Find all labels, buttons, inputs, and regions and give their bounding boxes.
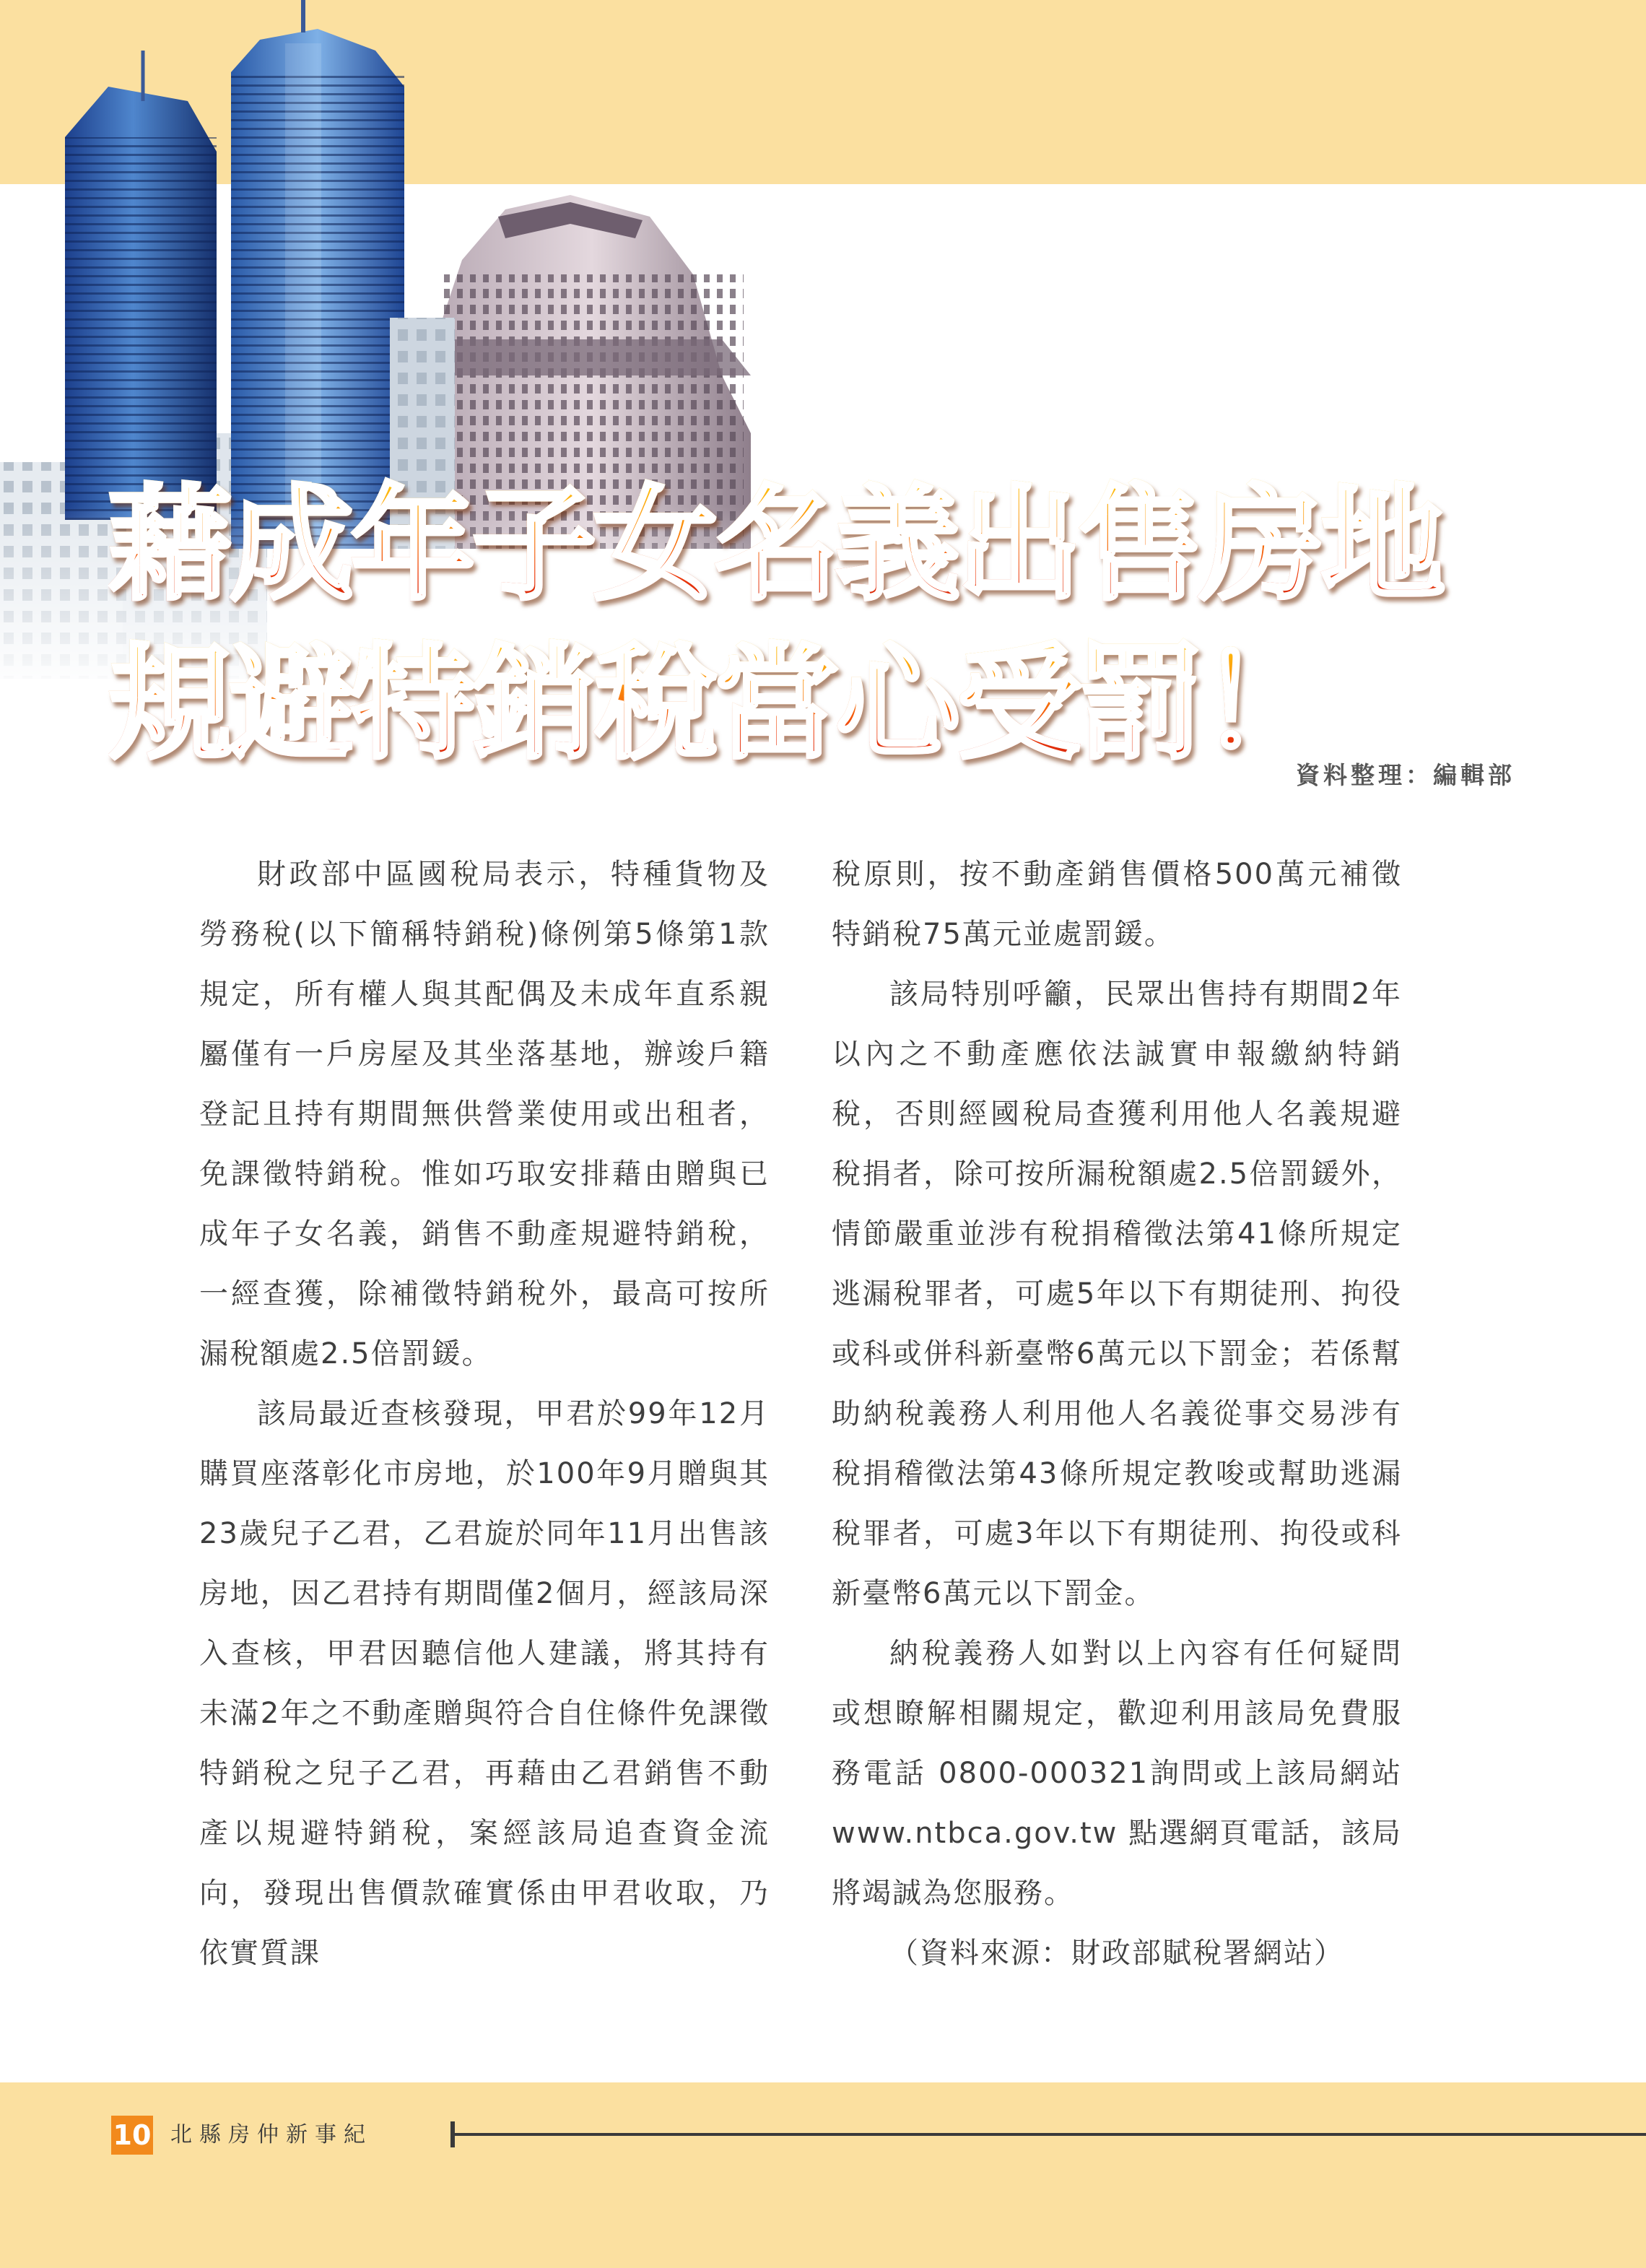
- page-number: 10: [111, 2116, 153, 2155]
- article-title-line-2: 規避特銷稅當心受罰！: [108, 631, 1321, 776]
- article-title-line-1: 藉成年子女名義出售房地: [108, 472, 1442, 617]
- article-source: （資料來源：財政部賦稅署網站）: [889, 1937, 1344, 1970]
- article-paragraph-continued: 稅原則，按不動產銷售價格500萬元補徵特銷稅75萬元並處罰鍰。: [832, 858, 1402, 951]
- article-column-left: [199, 845, 770, 1984]
- footer-rule: [455, 2133, 1646, 2136]
- article-paragraph: 納稅義務人如對以上內容有任何疑問或想瞭解相關規定，歡迎利用該局免費服務電話 0800-000321詢問或上該局網站www.ntbca.gov.tw 點選網頁電話，該局將竭誠為您服務。: [832, 1637, 1402, 1910]
- article-paragraph: 財政部中區國稅局表示，特種貨物及勞務稅(以下簡稱特銷稅)條例第5條第1款規定，所有權人與其配偶及未成年直系親屬僅有一戶房屋及其坐落基地，辦竣戶籍登記且持有期間無供營業使用或出租者，免課徵特銷稅。惟如巧取安排藉由贈與已成年子女名義，銷售不動產規避特銷稅，一經查獲，除補徵特銷稅外，最高可按所漏稅額處2.5倍罰鍰。: [199, 858, 770, 1370]
- article-credit: 資料整理：編輯部: [1296, 761, 1515, 789]
- page-footer: [111, 2116, 1646, 2155]
- bottom-decor-band: [0, 2082, 1646, 2268]
- article-paragraph: 該局最近查核發現，甲君於99年12月購買座落彰化市房地，於100年9月贈與其23歲兒子乙君，乙君旋於同年11月出售該房地，因乙君持有期間僅2個月，經該局深入查核，甲君因聽信他人建議，將其持有未滿2年之不動產贈與符合自住條件免課徵特銷稅之兒子乙君，再藉由乙君銷售不動產以規避特銷稅，案經該局追查資金流向，發現出售價款確實係由甲君收取，乃依實質課: [199, 1397, 770, 1970]
- magazine-name: 北縣房仲新事紀: [170, 2122, 373, 2147]
- article-column-right: [832, 845, 1402, 1984]
- article-paragraph: 該局特別呼籲，民眾出售持有期間2年以內之不動產應依法誠實申報繳納特銷稅，否則經國稅局查獲利用他人名義規避稅捐者，除可按所漏稅額處2.5倍罰鍰外，情節嚴重並涉有稅捐稽徵法第41條所規定逃漏稅罪者，可處5年以下有期徒刑、拘役或科或併科新臺幣6萬元以下罰金；若係幫助納稅義務人利用他人名義從事交易涉有稅捐稽徵法第43條所規定教唆或幫助逃漏稅罪者，可處3年以下有期徒刑、拘役或科新臺幣6萬元以下罰金。: [832, 978, 1402, 1610]
